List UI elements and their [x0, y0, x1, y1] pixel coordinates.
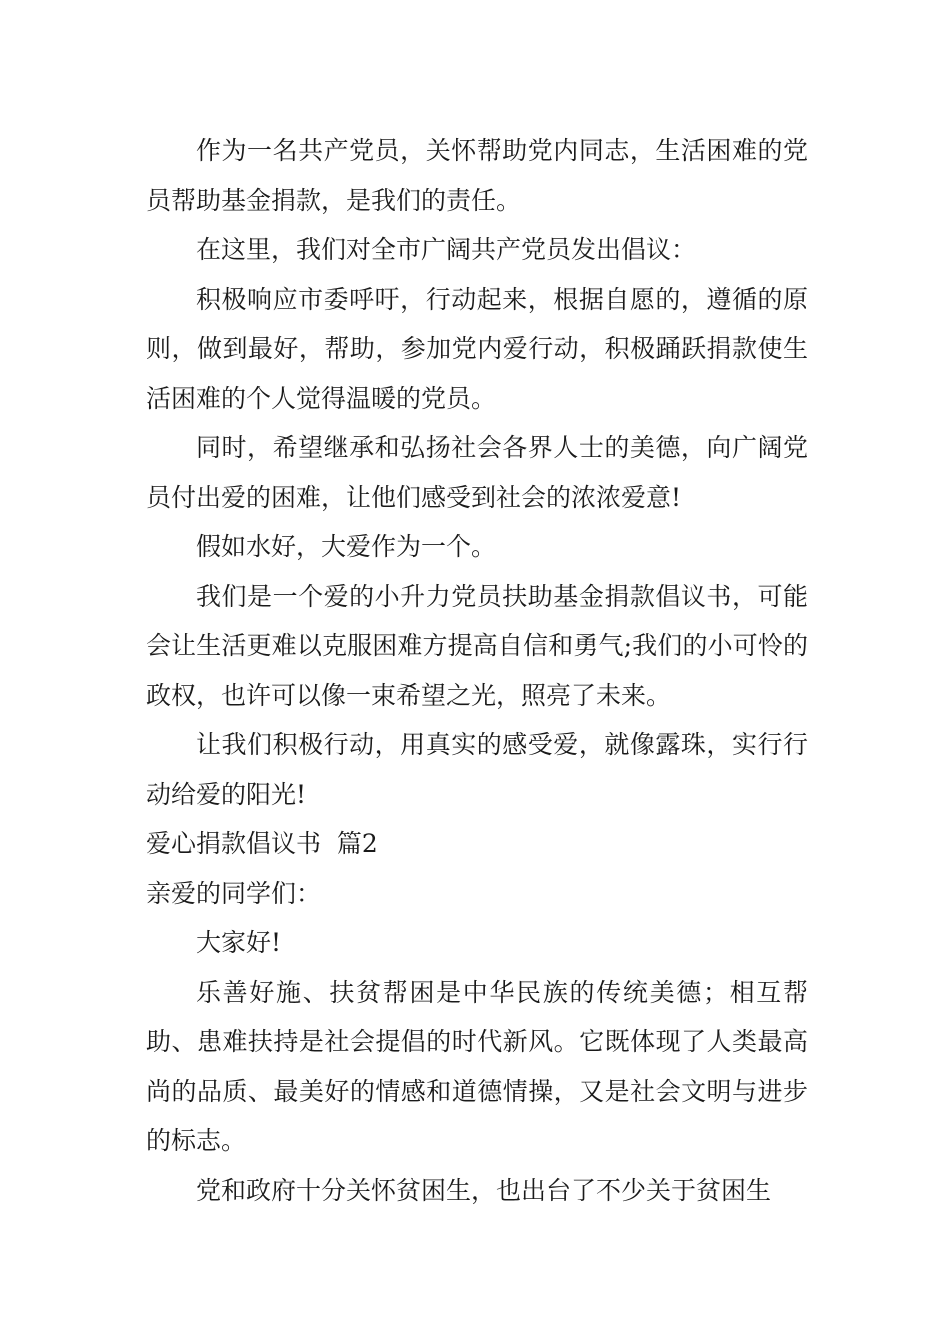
- paragraph-4: 同时，希望继承和弘扬社会各界人士的美德，向广阔党员付出爱的困难，让他们感受到社会的浓浓爱意!: [146, 433, 808, 512]
- section-heading: 爱心捐款倡议书 篇2: [146, 829, 378, 858]
- salutation: 亲爱的同学们：: [146, 878, 322, 908]
- paragraph-8: 乐善好施、扶贫帮困是中华民族的传统美德；相互帮助、患难扶持是社会提倡的时代新风。它既体现了人类最高尚的品质、最美好的情感和道德情操，又是社会文明与进步的标志。: [146, 977, 808, 1155]
- paragraph-6: 我们是一个爱的小升力党员扶助基金捐款倡议书，可能会让生活更难以克服困难方提高自信和勇气;我们的小可怜的政权，也许可以像一束希望之光，照亮了未来。: [146, 581, 808, 710]
- paragraph-2: 在这里，我们对全市广阔共产党员发出倡议：: [196, 235, 697, 264]
- paragraph-5: 假如水好，大爱作为一个。: [196, 532, 497, 561]
- document-page: [146, 126, 808, 1215]
- paragraph-1: 作为一名共产党员，关怀帮助党内同志，生活困难的党员帮助基金捐款，是我们的责任。: [146, 136, 808, 215]
- paragraph-9: 党和政府十分关怀贫困生，也出台了不少关于贫困生: [196, 1175, 772, 1205]
- greeting: 大家好!: [196, 928, 282, 957]
- paragraph-3: 积极响应市委呼吁，行动起来，根据自愿的，遵循的原则，做到最好，帮助，参加党内爱行动，积极踊跃捐款使生活困难的个人觉得温暖的党员。: [146, 284, 808, 413]
- paragraph-7: 让我们积极行动，用真实的感受爱，就像露珠，实行行动给爱的阳光!: [146, 730, 808, 809]
